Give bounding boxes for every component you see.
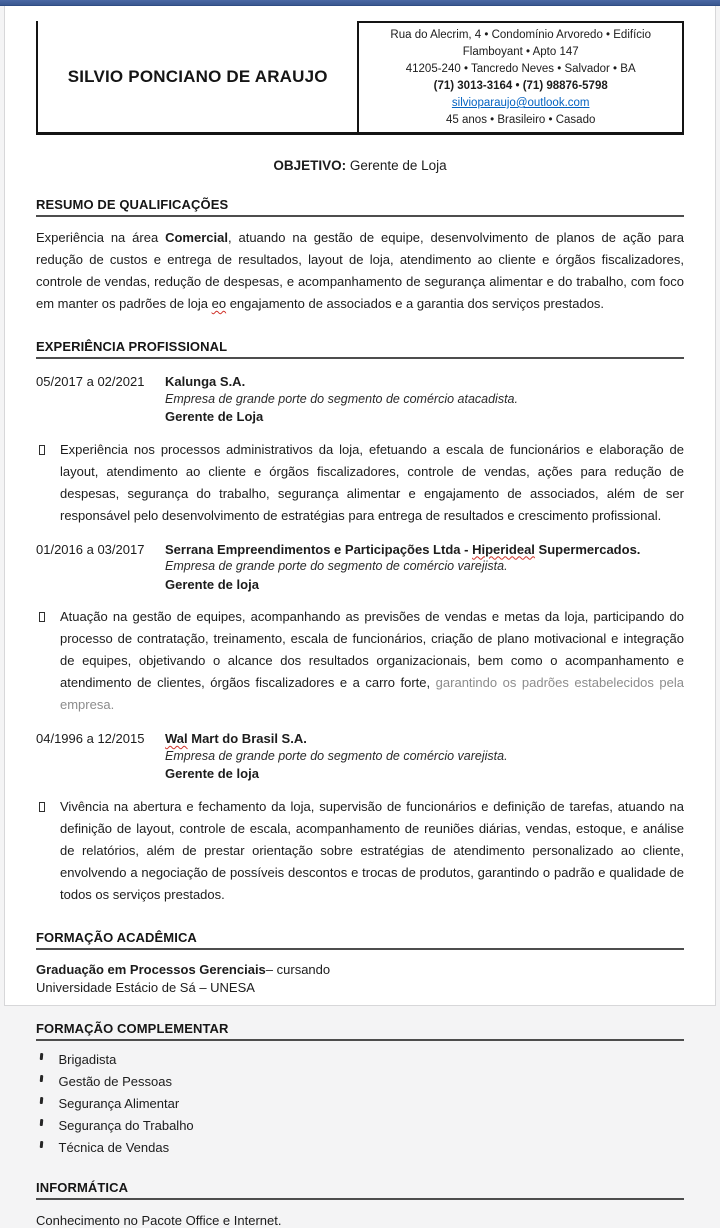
company-text: Kalunga S.A. (165, 374, 246, 389)
resumo-seg1: Experiência na área (36, 230, 166, 245)
section-heading-experiencia: EXPERIÊNCIA PROFISSIONAL (36, 339, 684, 359)
job-entry (36, 541, 684, 594)
email-link[interactable]: silvioparaujo@outlook.com (451, 97, 590, 109)
job-bullet-text (60, 439, 684, 527)
objective-value: Gerente de Loja (346, 158, 447, 173)
section-heading-informatica: INFORMÁTICA (36, 1180, 684, 1200)
resumo-paragraph (36, 227, 684, 315)
company-flagged-word: Hiperideal (472, 541, 535, 557)
company-text: Supermercados. (534, 541, 641, 557)
course-label: Gestão de Pessoas (58, 1073, 172, 1089)
job-bullet (36, 439, 684, 527)
job-bullet-text (60, 606, 684, 716)
complementary-courses-list (36, 1051, 684, 1156)
list-item (36, 1051, 684, 1068)
course-label: Brigadista (58, 1051, 117, 1067)
academic-education (36, 961, 684, 997)
job-bullet (36, 606, 684, 716)
job-bullet (36, 796, 684, 906)
bullet-main-text: Experiência nos processos administrativos da loja, efetuando a escala de funcionários e elaboração de layout, atendimento ao cliente e órgãos fiscalizadores, controle de vendas, ações para redução de despesas, segurança do trabalho, segurança alimentar e engajamento de associados, além de ser responsável pelo desenvolvimento de estratégias para entrega de resultados e crescimento profissional. (60, 441, 684, 523)
square-bullet-icon (39, 612, 45, 622)
section-heading-academica: FORMAÇÃO ACADÊMICA (36, 930, 684, 950)
tick-bullet-icon (40, 1096, 43, 1103)
job-role: Gerente de loja (165, 766, 259, 781)
bullet-main-text: Atuação na gestão de equipes, acompanhando as previsões de vendas e metas da loja, participando do processo de contratação, treinamento, escala de funcionários, criação de plano motivacional e integração de equipes, objetivando o alcance dos resultados organizacionais, bem como o acompanhamento e atendimento de clientes, órgãos fiscalizadores e a carro forte, (60, 609, 684, 690)
job-company-desc: Empresa de grande porte do segmento de comércio varejista. (165, 559, 508, 573)
company-text: Serrana Empreendimentos e Participações Ltda - (165, 541, 473, 557)
document-page (4, 6, 716, 1228)
resumo-seg3: engajamento de associados e a garantia dos serviços prestados. (226, 296, 605, 311)
job-info (165, 541, 640, 594)
list-item (36, 1117, 684, 1134)
course-label: Segurança Alimentar (58, 1095, 180, 1111)
contact-phones: (71) 3013-3164 • (71) 98876-5798 (433, 80, 608, 92)
job-info (165, 730, 508, 783)
objective-line (36, 158, 684, 173)
job-period: 01/2016 a 03/2017 (36, 541, 145, 557)
company-flagged-word: Wal (165, 731, 188, 746)
contact-personal-info: 45 anos • Brasileiro • Casado (446, 114, 596, 126)
name-cell (36, 21, 357, 132)
job-period: 04/1996 a 12/2015 (36, 731, 145, 746)
contact-address-line1: Rua do Alecrim, 4 • Condomínio Arvoredo • Edifício Flamboyant • Apto 147 (390, 29, 651, 58)
resume-header (36, 21, 684, 135)
job-info (165, 373, 518, 426)
list-item (36, 1139, 684, 1156)
job-role: Gerente de Loja (165, 409, 264, 424)
job-company (165, 373, 518, 391)
tick-bullet-icon (40, 1052, 43, 1059)
section-heading-resumo: RESUMO DE QUALIFICAÇÕES (36, 197, 684, 217)
job-company (165, 730, 508, 748)
contact-address-line2: 41205-240 • Tancredo Neves • Salvador • BA (405, 63, 636, 75)
degree-status: – cursando (265, 961, 331, 977)
job-company-desc: Empresa de grande porte do segmento de comércio atacadista. (165, 391, 518, 406)
institution-line: Universidade Estácio de Sá – UNESA (36, 979, 255, 995)
job-period: 05/2017 a 02/2021 (36, 374, 145, 389)
degree-line (36, 961, 684, 979)
degree-name: Graduação em Processos Gerenciais (36, 961, 266, 977)
bullet-main-text: Vivência na abertura e fechamento da loja, supervisão de funcionários e definição de tarefas, atuando na definição de layout, controle de escala, acompanhamento de reuniões diárias, vendas, estoque, e análise de relatórios, além de prestar orientação sobre estratégias de atendimento personalizado ao cliente, envolvendo a negociação de possíveis descontos e trocas de produtos, garantindo o padrão e qualidade de todos os serviços prestados. (60, 798, 684, 902)
job-entry (36, 373, 684, 426)
bullet-gray-text: garantindo os padrões estabelecidos pela empresa. (60, 675, 685, 712)
job-company (165, 541, 640, 559)
informatics-text: Conhecimento no Pacote Office e Internet. (36, 1212, 282, 1228)
list-item (36, 1095, 684, 1112)
tick-bullet-icon (40, 1140, 43, 1147)
list-item (36, 1073, 684, 1090)
resumo-bold-word: Comercial (165, 230, 228, 245)
contact-cell (357, 21, 684, 132)
tick-bullet-icon (40, 1118, 43, 1125)
section-heading-complementar: FORMAÇÃO COMPLEMENTAR (36, 1021, 684, 1041)
square-bullet-icon (39, 445, 45, 455)
job-entry (36, 730, 684, 783)
square-bullet-icon (39, 802, 45, 812)
tick-bullet-icon (40, 1074, 43, 1081)
company-text: Mart do Brasil S.A. (187, 731, 307, 746)
job-role: Gerente de loja (165, 576, 259, 592)
resumo-seg2: , atuando na gestão de equipe, desenvolvimento de planos de ação para redução de custos e entrega de resultados, layout de loja, atendimento ao cliente e órgãos fiscalizadores, controle de vendas, redução de despesas, e acompanhamento de segurança alimentar e do trabalho, com foco em manter os padrões de loja (36, 230, 684, 311)
candidate-name: SILVIO PONCIANO DE ARAUJO (67, 66, 328, 86)
course-label: Técnica de Vendas (58, 1139, 170, 1155)
resumo-misspelled-word: eo (211, 296, 227, 311)
job-bullet-text (60, 796, 684, 906)
objective-label: OBJETIVO: (273, 158, 347, 173)
job-company-desc: Empresa de grande porte do segmento de comércio varejista. (165, 748, 508, 763)
course-label: Segurança do Trabalho (58, 1117, 194, 1133)
